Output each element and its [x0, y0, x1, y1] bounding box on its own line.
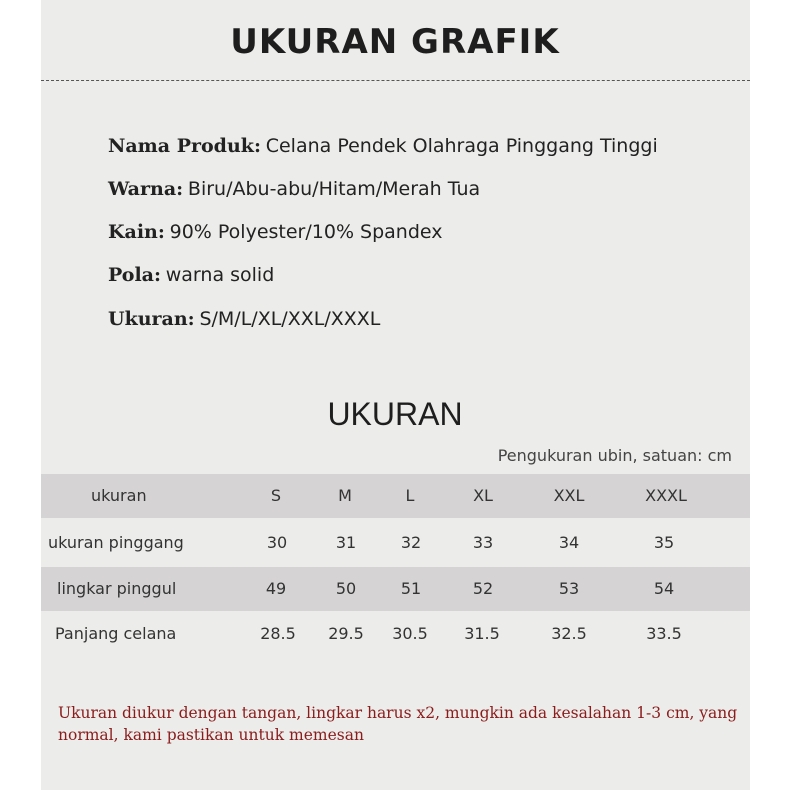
info-key: Pola: — [108, 264, 161, 286]
row-value: 33.5 — [646, 624, 682, 643]
info-color — [108, 174, 480, 204]
table-row — [41, 521, 750, 565]
table-row — [41, 567, 750, 611]
info-sizes — [108, 304, 380, 334]
title-divider — [41, 80, 750, 81]
header-label: ukuran — [91, 486, 147, 505]
header-size: XXXL — [645, 486, 687, 505]
row-value: 50 — [335, 579, 357, 598]
row-value: 54 — [653, 579, 675, 598]
row-value: 52 — [472, 579, 494, 598]
header-size: M — [338, 486, 352, 505]
content-panel — [41, 0, 750, 790]
row-value: 51 — [400, 579, 422, 598]
row-value: 28.5 — [260, 624, 296, 643]
header-size: L — [405, 486, 415, 505]
row-value: 31.5 — [464, 624, 500, 643]
info-key: Warna: — [108, 178, 184, 200]
page-title: UKURAN GRAFIK — [230, 22, 560, 62]
header-size: XL — [473, 486, 493, 505]
info-key: Kain: — [108, 221, 165, 243]
info-product-name — [108, 131, 658, 161]
info-value: Celana Pendek Olahraga Pinggang Tinggi — [265, 135, 658, 157]
row-value: 35 — [653, 533, 675, 552]
row-value: 53 — [558, 579, 580, 598]
size-section-title: UKURAN — [327, 396, 463, 432]
row-value: 30 — [266, 533, 288, 552]
row-value: 32.5 — [551, 624, 587, 643]
table-row — [41, 612, 750, 656]
size-table-header — [41, 474, 750, 518]
row-label: ukuran pinggang — [48, 533, 184, 552]
info-value: warna solid — [165, 264, 275, 286]
info-fabric — [108, 217, 443, 247]
measurement-note: Pengukuran ubin, satuan: cm — [497, 446, 732, 465]
header-size: XXL — [553, 486, 585, 505]
footer-note: Ukuran diukur dengan tangan, lingkar harus x2, mungkin ada kesalahan 1-3 cm, yang normal, kami pastikan untuk memesan — [58, 704, 738, 744]
info-key: Ukuran: — [108, 308, 195, 330]
row-label: Panjang celana — [55, 624, 177, 643]
header-size: S — [270, 486, 282, 505]
row-value: 49 — [265, 579, 287, 598]
row-label: lingkar pinggul — [57, 579, 177, 598]
row-value: 31 — [335, 533, 357, 552]
row-value: 29.5 — [328, 624, 364, 643]
info-value: 90% Polyester/10% Spandex — [169, 221, 443, 243]
info-key: Nama Produk: — [108, 135, 261, 157]
info-value: Biru/Abu-abu/Hitam/Merah Tua — [187, 178, 481, 200]
info-pattern — [108, 260, 274, 290]
row-value: 34 — [558, 533, 580, 552]
row-value: 32 — [400, 533, 422, 552]
row-value: 30.5 — [392, 624, 428, 643]
row-value: 33 — [472, 533, 494, 552]
info-value: S/M/L/XL/XXL/XXXL — [199, 308, 381, 330]
